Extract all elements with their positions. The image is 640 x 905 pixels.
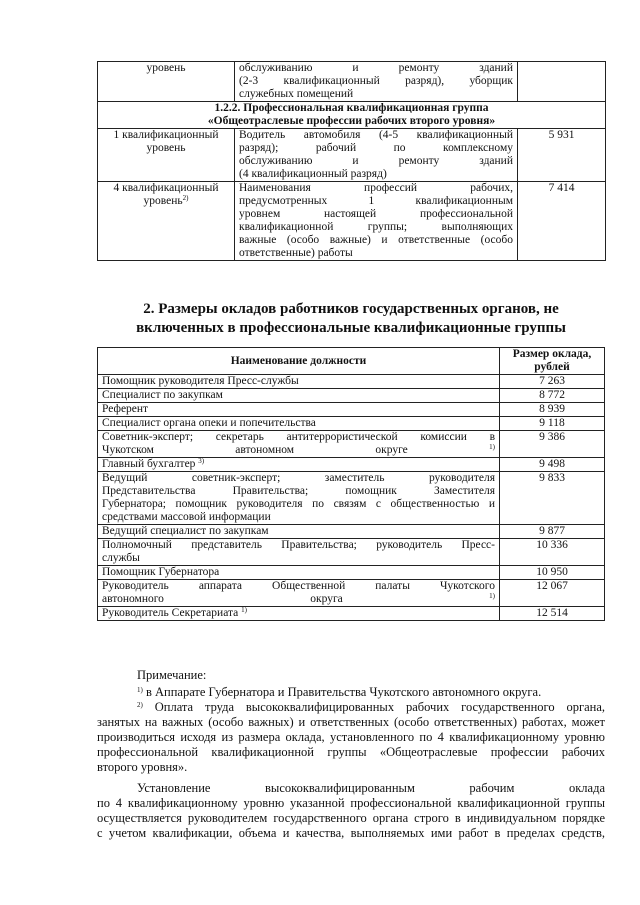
table-row <box>98 472 605 525</box>
position-cell <box>98 539 500 566</box>
table-row <box>98 417 605 431</box>
position-cell <box>98 580 500 607</box>
header-name: Наименование должности <box>98 348 500 375</box>
footnote-marker: 1) <box>137 686 143 694</box>
header-salary-line: рублей <box>534 361 570 373</box>
position-line: Помощник руководителя Пресс-службы <box>102 375 299 387</box>
header-salary-line: Размер оклада, <box>512 348 592 360</box>
table-row <box>98 458 605 472</box>
position-cell <box>98 431 500 458</box>
note-2-line: занятых на важных (особо важных) и ответственных (особо ответственных) работах, может <box>97 715 605 729</box>
position-cell <box>98 375 500 389</box>
table-row <box>98 389 605 403</box>
position-line: Референт <box>102 403 149 415</box>
note-text: в Аппарате Губернатора и Правительства Чукотского автономного округа. <box>142 685 542 699</box>
table-row <box>98 375 605 389</box>
salary-cell <box>518 62 606 102</box>
salary-cell: 9 498 <box>500 458 605 472</box>
notes-title: Примечание: <box>137 668 207 682</box>
position-line: автономного округа <box>102 593 343 605</box>
position-line: Специалист органа опеки и попечительства <box>102 417 316 429</box>
level-text: уровень <box>143 195 183 207</box>
paragraph-line: по 4 квалификационному уровню указанной профессиональной квалификационной группы <box>97 796 605 810</box>
group-title <box>98 102 606 129</box>
line: квалификационной группы; выполняющих <box>239 221 513 233</box>
header-row <box>98 348 605 375</box>
line: важные (особо важные) и ответственные (особо <box>239 234 513 246</box>
table-row <box>98 129 606 182</box>
group-title-line: «Общеотраслевые профессии рабочих второго уровня» <box>207 115 496 127</box>
table-row <box>98 566 605 580</box>
table-row <box>98 62 606 102</box>
position-cell <box>98 472 500 525</box>
table-row <box>98 431 605 458</box>
position-line: Помощник Губернатора <box>102 566 220 578</box>
position-line: средствами массовой информации <box>102 511 271 523</box>
line: уровнем настоящей профессиональной <box>239 208 513 220</box>
level-cell <box>98 62 235 102</box>
footnote-marker: 1) <box>241 606 247 614</box>
note-1 <box>97 685 605 700</box>
level-text: уровень <box>146 62 186 74</box>
salary-cell: 12 514 <box>500 607 605 621</box>
position-cell <box>98 417 500 431</box>
salary-cell: 8 939 <box>500 403 605 417</box>
group-row <box>98 102 606 129</box>
position-cell <box>98 607 500 621</box>
table-row <box>98 607 605 621</box>
position-line: Руководитель Секретариата <box>102 607 239 619</box>
position-line: Губернатора; помощник руководителя по связям с общественностью и <box>102 498 495 510</box>
level-text: уровень <box>146 142 186 154</box>
line: разряд); рабочий по комплексному <box>239 142 513 154</box>
paragraph-line: Установление высококвалифицированным рабочим оклада <box>137 781 605 795</box>
table-row <box>98 182 606 261</box>
header-salary <box>500 348 605 375</box>
note-2 <box>97 700 605 715</box>
salary-cell: 9 833 <box>500 472 605 525</box>
position-line: Полномочный представитель Правительства; руководитель Пресс- <box>102 539 495 551</box>
note-2-line: профессиональной квалификационной группы «Общеотраслевые профессии рабочих <box>97 745 605 759</box>
line: (2-3 квалификационный разряд), уборщик <box>239 75 513 87</box>
note-2-line: производиться исходя из размера оклада, установленного по 4 квалификационному уровню <box>97 730 605 744</box>
salary-cell: 8 772 <box>500 389 605 403</box>
salary-cell: 9 877 <box>500 525 605 539</box>
position-cell <box>98 525 500 539</box>
group-title-line: 1.2.2. Профессиональная квалификационная группа <box>214 102 489 114</box>
line: Наименования профессий рабочих, <box>239 182 513 194</box>
level-cell <box>98 129 235 182</box>
table-row <box>98 525 605 539</box>
qualification-table <box>97 61 606 261</box>
salary-cell: 5 931 <box>518 129 606 182</box>
salary-cell: 9 386 <box>500 431 605 458</box>
salary-cell: 12 067 <box>500 580 605 607</box>
line: предусмотренных 1 квалификационным <box>239 195 513 207</box>
section-title <box>97 300 605 338</box>
note-2-line: второго уровня». <box>97 760 188 774</box>
position-line: Ведущий специалист по закупкам <box>102 525 269 537</box>
footnote-marker: 2) <box>182 194 189 202</box>
position-line: Руководитель аппарата Общественной палаты Чукотского <box>102 580 495 592</box>
position-line: Чукотском автономном округе <box>102 444 408 456</box>
position-line: Главный бухгалтер <box>102 458 196 470</box>
salary-cell: 9 118 <box>500 417 605 431</box>
line: Водитель автомобиля (4-5 квалификационный <box>239 129 513 141</box>
notes <box>97 668 605 841</box>
line: обслуживанию и ремонту зданий <box>239 155 513 167</box>
position-cell <box>98 403 500 417</box>
line: (4 квалификационный разряд) <box>239 168 387 180</box>
section-title-line: включенных в профессиональные квалификационные группы <box>136 320 566 336</box>
paragraph-line: осуществляется руководителем государственного органа строго в индивидуальном порядке <box>97 811 605 825</box>
footnote-marker: 2) <box>137 701 143 709</box>
salary-table <box>97 347 605 621</box>
salary-cell: 10 950 <box>500 566 605 580</box>
position-line: Представительства Правительства; помощник Заместителя <box>102 485 495 497</box>
paragraph-line: с учетом квалификации, объема и качества, выполняемых ими работ в пределах средств, <box>97 826 605 840</box>
footnote-marker: 1) <box>489 443 496 451</box>
table-row <box>98 403 605 417</box>
profession-cell <box>235 62 518 102</box>
note-text: Оплата труда высококвалифицированных рабочих государственного органа, <box>154 700 606 714</box>
level-text: 4 квалификационный <box>113 182 219 194</box>
position-line: Ведущий советник-эксперт; заместитель руководителя <box>102 472 495 484</box>
level-cell <box>98 182 235 261</box>
line: служебных помещений <box>239 88 354 100</box>
profession-cell <box>235 182 518 261</box>
table-row <box>98 580 605 607</box>
position-cell <box>98 458 500 472</box>
salary-cell: 7 263 <box>500 375 605 389</box>
table-row <box>98 539 605 566</box>
salary-cell: 10 336 <box>500 539 605 566</box>
footnote-marker: 1) <box>489 592 495 600</box>
line: ответственные) работы <box>239 247 353 259</box>
profession-cell <box>235 129 518 182</box>
salary-cell: 7 414 <box>518 182 606 261</box>
line: обслуживанию и ремонту зданий <box>239 62 513 74</box>
position-line: Специалист по закупкам <box>102 389 223 401</box>
footnote-marker: 3) <box>198 457 205 465</box>
level-text: 1 квалификационный <box>113 129 219 141</box>
position-cell <box>98 389 500 403</box>
position-line: Советник-эксперт; секретарь антитеррористической комиссии в <box>102 431 495 443</box>
section-title-line: 2. Размеры окладов работников государственных органов, не <box>143 301 559 317</box>
position-line: службы <box>102 552 140 564</box>
position-cell <box>98 566 500 580</box>
